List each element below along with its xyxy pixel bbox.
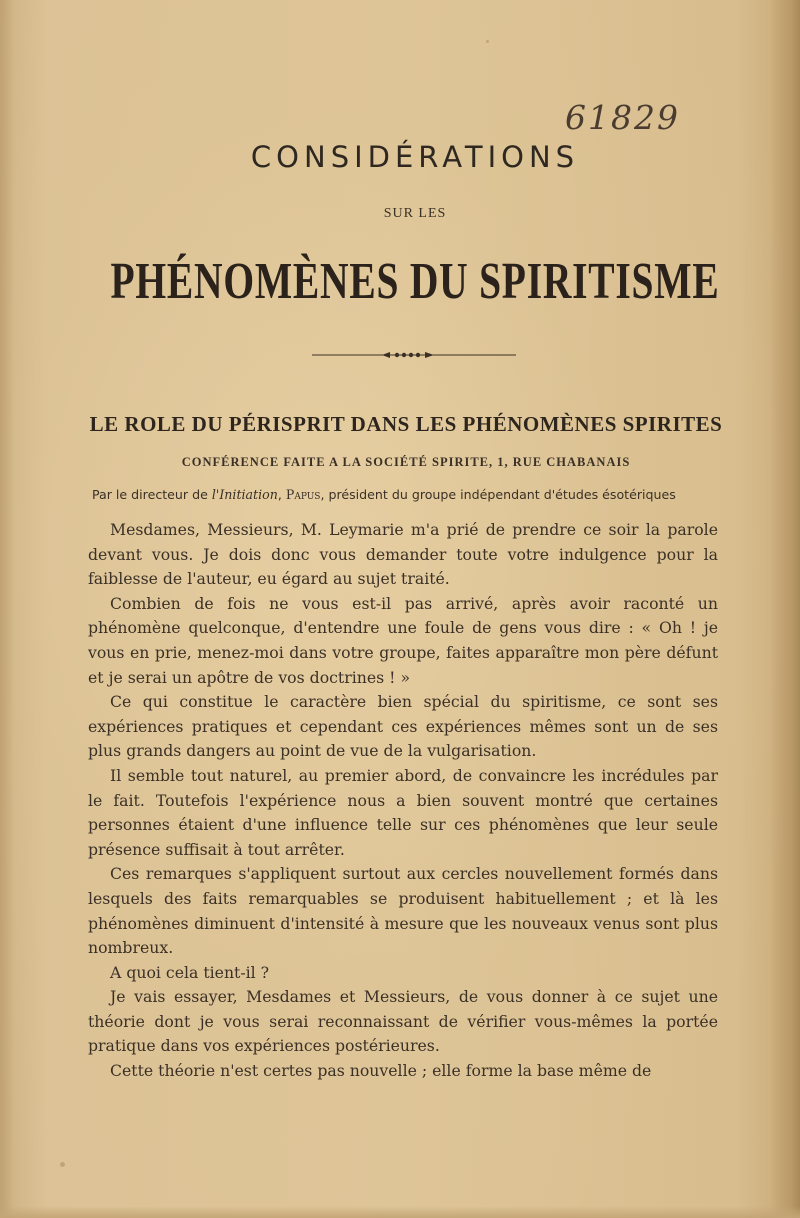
page-edge-left [0, 0, 14, 1218]
title-big: PHÉNOMÈNES DU SPIRITISME [110, 253, 720, 310]
section-heading: LE ROLE DU PÉRISPRIT DANS LES PHÉNOMÈNES SPIRITES [89, 412, 723, 436]
conference-line: CONFÉRENCE FAITE A LA SOCIÉTÉ SPIRITE, 1, RUE CHABANAIS [181, 455, 631, 469]
paragraph: Mesdames, Messieurs, M. Leymarie m'a prié de prendre ce soir la parole devant vous. Je dois donc vous demander toute votre indulgence pour la faiblesse de l'auteur, eu égard au sujet traité. [88, 520, 718, 589]
paper-spot [60, 1162, 65, 1167]
byline [92, 487, 676, 502]
paragraph: Il semble tout naturel, au premier abord, de convaincre les incrédules par le fait. Toutefois l'expérience nous a bien souvent montré que certaines personnes étaient d'une influence telle sur ces phénomènes que leur seule présence suffisait à tout arrêter. [88, 765, 718, 859]
paper-spot [486, 40, 489, 43]
title-main: CONSIDÉRATIONS [250, 140, 580, 174]
paragraph: Ces remarques s'appliquent surtout aux cercles nouvellement formés dans lesquels des faits remarquables se produisent habituellement ; et là les phénomènes diminuent d'intensité à mesure que les nouveaux venus sont plus nombreux. [88, 864, 718, 958]
byline-journal: l'Initiation [211, 487, 278, 502]
paragraph: Combien de fois ne vous est-il pas arrivé, après avoir raconté un phénomène quelconque, d'entendre une foule de gens vous dire : « Oh ! je vous en prie, menez-moi dans votre groupe, faites apparaître mon père défunt et je serai un apôtre de vos doctrines ! » [88, 593, 718, 687]
paragraph: A quoi cela tient-il ? [110, 962, 270, 982]
ornament-divider [312, 350, 516, 360]
page-edge-bottom [0, 1206, 800, 1218]
body-text [88, 518, 718, 1084]
byline-suffix: , président du groupe indépendant d'études ésotériques [320, 487, 676, 502]
byline-separator: , [277, 487, 286, 502]
paragraph: Je vais essayer, Mesdames et Messieurs, de vous donner à ce sujet une théorie dont je vous serai reconnaissant de vérifier vous-mêmes la portée pratique dans vos expériences postérieures. [88, 987, 718, 1056]
byline-author: Papus [285, 487, 321, 502]
byline-prefix: Par le directeur de [92, 487, 212, 502]
title-sub: SUR LES [383, 206, 447, 221]
paragraph: Cette théorie n'est certes pas nouvelle ; elle forme la base même de [110, 1061, 652, 1081]
paragraph: Ce qui constitue le caractère bien spécial du spiritisme, ce sont ses expériences pratiques et cependant ces expériences mêmes sont un de ses plus grands dangers au point de vue de la vulgarisation. [88, 692, 718, 761]
handwritten-catalog-number: 61829 [565, 98, 680, 137]
page-edge-right [770, 0, 800, 1218]
